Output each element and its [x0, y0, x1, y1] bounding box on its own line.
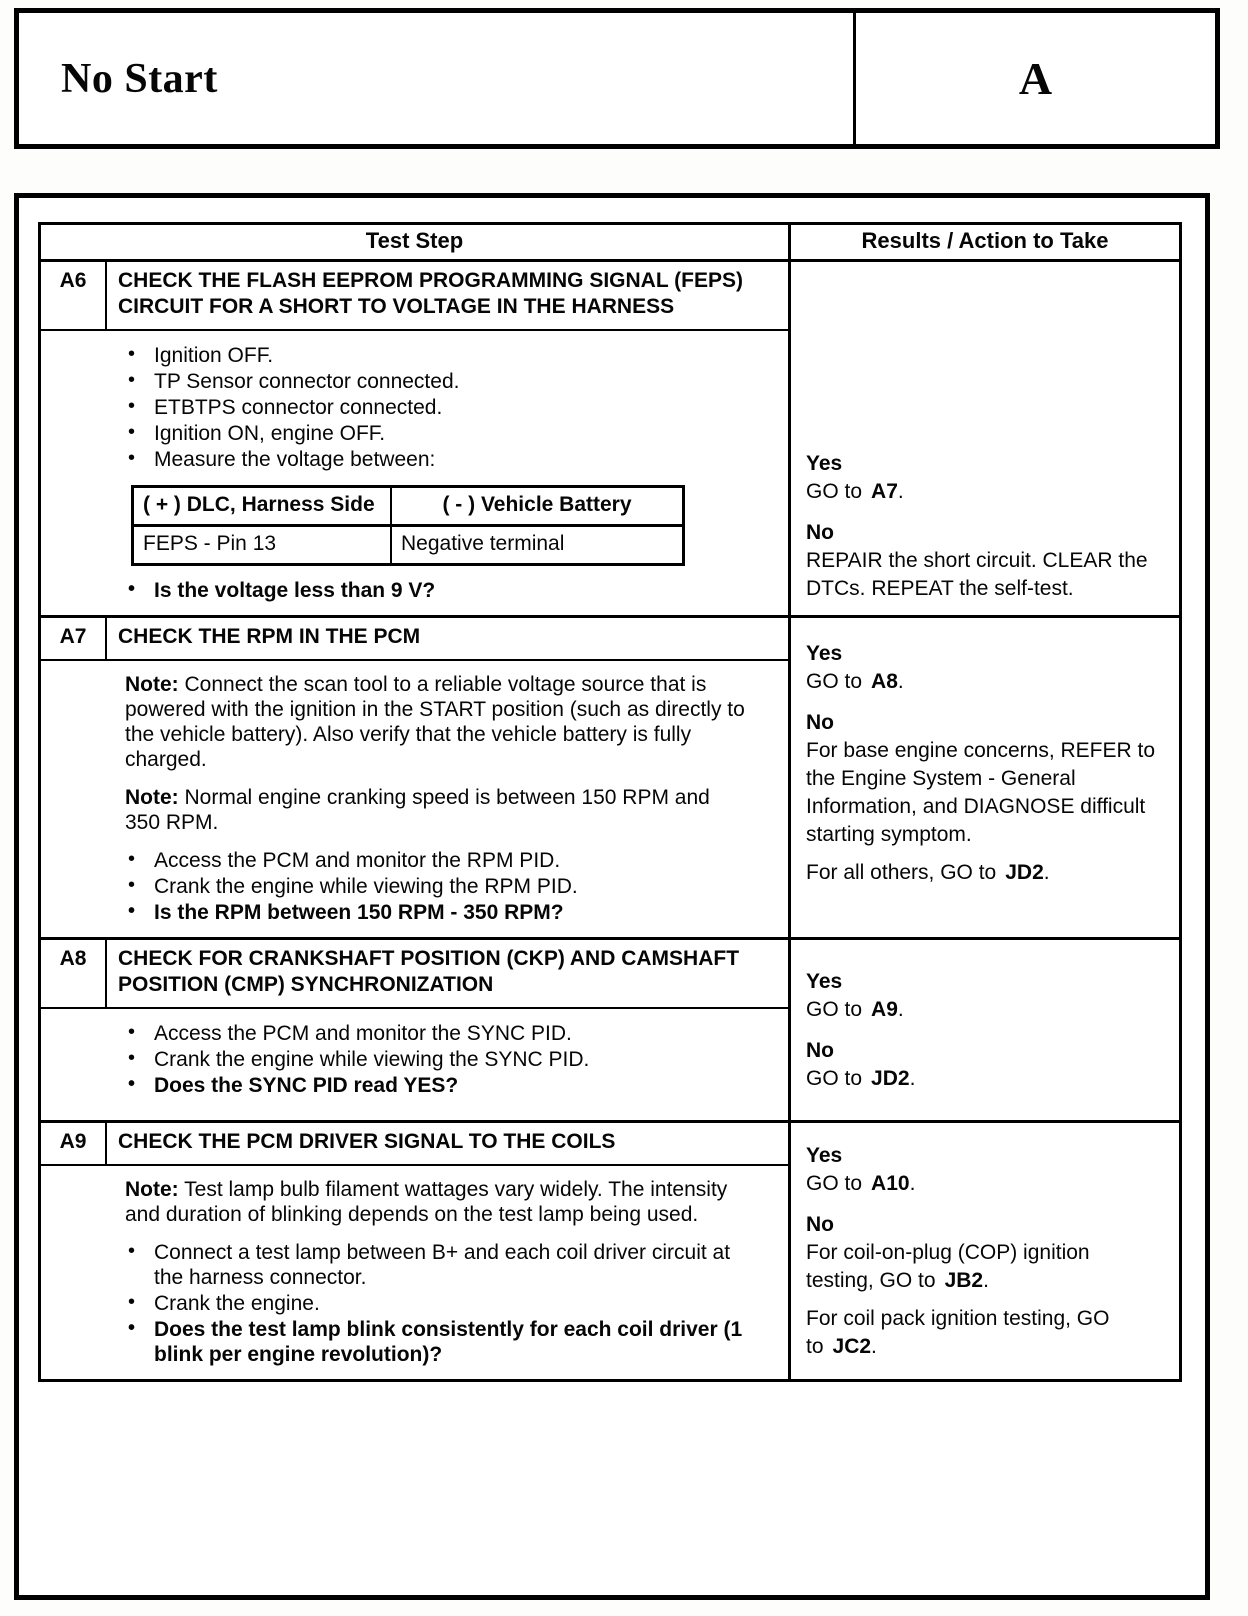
result-text: . [871, 1334, 877, 1358]
result-text: For base engine concerns, REFER to the Engine System - General Information, and DIAGNOSE difficult starting symptom. [806, 739, 1156, 846]
measurement-header-positive: ( + ) DLC, Harness Side [133, 487, 392, 526]
result-action-line [806, 668, 1159, 696]
result-text: . [909, 1066, 916, 1090]
result-text: GO to [806, 1066, 863, 1090]
test-step-a7-title-row [41, 618, 788, 661]
result-no-label: No [806, 521, 834, 544]
result-action-line [806, 1305, 1159, 1361]
measurement-header-negative: ( - ) Vehicle Battery [391, 487, 684, 526]
step-id: A6 [41, 262, 107, 329]
result-no-group [806, 519, 1159, 603]
result-text: For coil pack ignition testing, GO to [806, 1306, 1110, 1358]
result-text: REPAIR the short circuit. CLEAR the DTCs. REPEAT the self-test. [806, 549, 1148, 600]
test-step-a8-results [791, 940, 1179, 1120]
step-question: • Does the SYNC PID read YES? [125, 1073, 748, 1098]
note-text: Normal engine cranking speed is between 150 RPM and 350 RPM. [125, 786, 710, 834]
note-label: Note: [125, 786, 179, 809]
result-text: GO to [806, 480, 863, 503]
test-step-a9 [41, 1123, 1179, 1379]
result-text: GO to [806, 997, 863, 1021]
page-frame [14, 193, 1210, 1600]
result-action-line [806, 737, 1159, 849]
result-yes-label: Yes [806, 1143, 843, 1167]
test-step-a6-results [791, 262, 1179, 615]
test-step-a6-left [41, 262, 791, 615]
column-header-test-step: Test Step [41, 225, 791, 259]
result-action-line [806, 996, 1159, 1024]
step-question: • Is the RPM between 150 RPM - 350 RPM? [125, 900, 748, 925]
result-yes-group [806, 450, 1159, 506]
step-note [125, 1177, 748, 1227]
result-yes-group [806, 1142, 1159, 1198]
step-title: CHECK THE RPM IN THE PCM [118, 625, 421, 648]
note-text: Test lamp bulb filament wattages vary widely. The intensity and duration of blinking depends on the test lamp being used. [125, 1178, 728, 1226]
result-no-label: No [806, 1038, 834, 1062]
list-item: • Ignition ON, engine OFF. [125, 421, 748, 446]
step-question: • Is the voltage less than 9 V? [125, 578, 748, 603]
list-item: • ETBTPS connector connected. [125, 395, 748, 420]
test-step-a7 [41, 618, 1179, 940]
pinpoint-test-table [38, 222, 1182, 1382]
list-item: • Access the PCM and monitor the RPM PID. [125, 848, 748, 873]
step-title: CHECK THE PCM DRIVER SIGNAL TO THE COILS [118, 1130, 616, 1153]
result-action-line [806, 478, 1159, 506]
step-id: A8 [41, 940, 107, 1007]
list-item: • Measure the voltage between: [125, 447, 748, 472]
result-action-line [806, 1065, 1159, 1093]
step-id: A9 [41, 1123, 107, 1164]
document-header-section-cell [856, 13, 1215, 144]
result-text: . [897, 997, 904, 1021]
result-action-line [806, 547, 1159, 603]
step-note [125, 785, 748, 835]
result-no-group [806, 709, 1159, 887]
voltage-measurement-table [131, 485, 685, 566]
go-to-reference: A7 [871, 480, 898, 503]
list-item: • TP Sensor connector connected. [125, 369, 748, 394]
test-step-a6-title-row [41, 262, 788, 331]
note-label: Note: [125, 1178, 179, 1201]
result-text: GO to [806, 1171, 863, 1195]
result-text: . [1043, 861, 1050, 884]
result-yes-label: Yes [806, 452, 843, 475]
go-to-reference: JD2 [1005, 861, 1044, 884]
result-text: . [983, 1268, 989, 1292]
result-action-line [806, 1239, 1159, 1295]
list-item: • Crank the engine while viewing the SYNC PID. [125, 1047, 748, 1072]
result-yes-group [806, 640, 1159, 696]
go-to-reference: JC2 [832, 1334, 872, 1358]
note-text: Connect the scan tool to a reliable voltage source that is powered with the ignition in the START position (such as directly to the vehicle battery). Also verify that the vehicle battery is fully charged. [125, 673, 745, 771]
list-item: • Ignition OFF. [125, 343, 748, 368]
test-step-a9-body [41, 1166, 788, 1379]
go-to-reference: JD2 [871, 1066, 910, 1090]
result-text: . [897, 480, 904, 503]
result-action-line [806, 1170, 1159, 1198]
step-note [125, 672, 748, 772]
page-title: No Start [61, 55, 218, 102]
measurement-cell-terminal: Negative terminal [391, 526, 684, 565]
table-header-row [41, 225, 1179, 262]
test-step-a8-body [41, 1009, 788, 1120]
go-to-reference: A10 [871, 1171, 910, 1195]
list-item: • Connect a test lamp between B+ and each coil driver circuit at the harness connector. [125, 1240, 748, 1290]
result-yes-group [806, 968, 1159, 1024]
result-no-label: No [806, 1212, 834, 1236]
list-item: • Access the PCM and monitor the SYNC PID. [125, 1021, 748, 1046]
result-text: . [897, 670, 904, 693]
measurement-table-header-row [133, 487, 684, 526]
step-title: CHECK FOR CRANKSHAFT POSITION (CKP) AND CAMSHAFT POSITION (CMP) SYNCHRONIZATION [118, 947, 740, 996]
go-to-reference: A9 [871, 997, 898, 1021]
column-header-results: Results / Action to Take [861, 228, 1109, 253]
step-id: A7 [41, 618, 107, 659]
section-letter: A [1018, 53, 1053, 104]
test-step-a9-title-row [41, 1123, 788, 1166]
test-step-a8-title-row [41, 940, 788, 1009]
go-to-reference: A8 [871, 670, 898, 693]
measurement-cell-pin: FEPS - Pin 13 [133, 526, 392, 565]
test-step-a7-body [41, 661, 788, 937]
go-to-reference: JB2 [944, 1268, 984, 1292]
result-no-label: No [806, 711, 834, 734]
result-text: . [909, 1171, 916, 1195]
result-action-line [806, 859, 1159, 887]
list-item: • Crank the engine while viewing the RPM PID. [125, 874, 748, 899]
test-step-a7-results [791, 618, 1179, 937]
document-header-title-cell [19, 13, 856, 144]
test-step-a8 [41, 940, 1179, 1123]
test-step-a7-left [41, 618, 791, 937]
test-step-a6 [41, 262, 1179, 618]
result-text: GO to [806, 670, 863, 693]
result-yes-label: Yes [806, 969, 843, 993]
test-step-a9-results [791, 1123, 1179, 1379]
result-no-group [806, 1211, 1159, 1361]
list-item: • Crank the engine. [125, 1291, 748, 1316]
test-step-a6-body [41, 331, 788, 615]
step-title: CHECK THE FLASH EEPROM PROGRAMMING SIGNAL (FEPS) CIRCUIT FOR A SHORT TO VOLTAGE IN THE HARNESS [118, 269, 743, 318]
measurement-table-row [133, 526, 684, 565]
test-step-a9-left [41, 1123, 791, 1379]
step-question: • Does the test lamp blink consistently for each coil driver (1 blink per engine revolution)? [125, 1317, 748, 1367]
result-text: For all others, GO to [806, 861, 997, 884]
document-header [14, 8, 1220, 149]
result-yes-label: Yes [806, 642, 843, 665]
result-no-group [806, 1037, 1159, 1093]
test-step-a8-left [41, 940, 791, 1120]
note-label: Note: [125, 673, 179, 696]
result-text: For coil-on-plug (COP) ignition testing, GO to [806, 1240, 1090, 1292]
